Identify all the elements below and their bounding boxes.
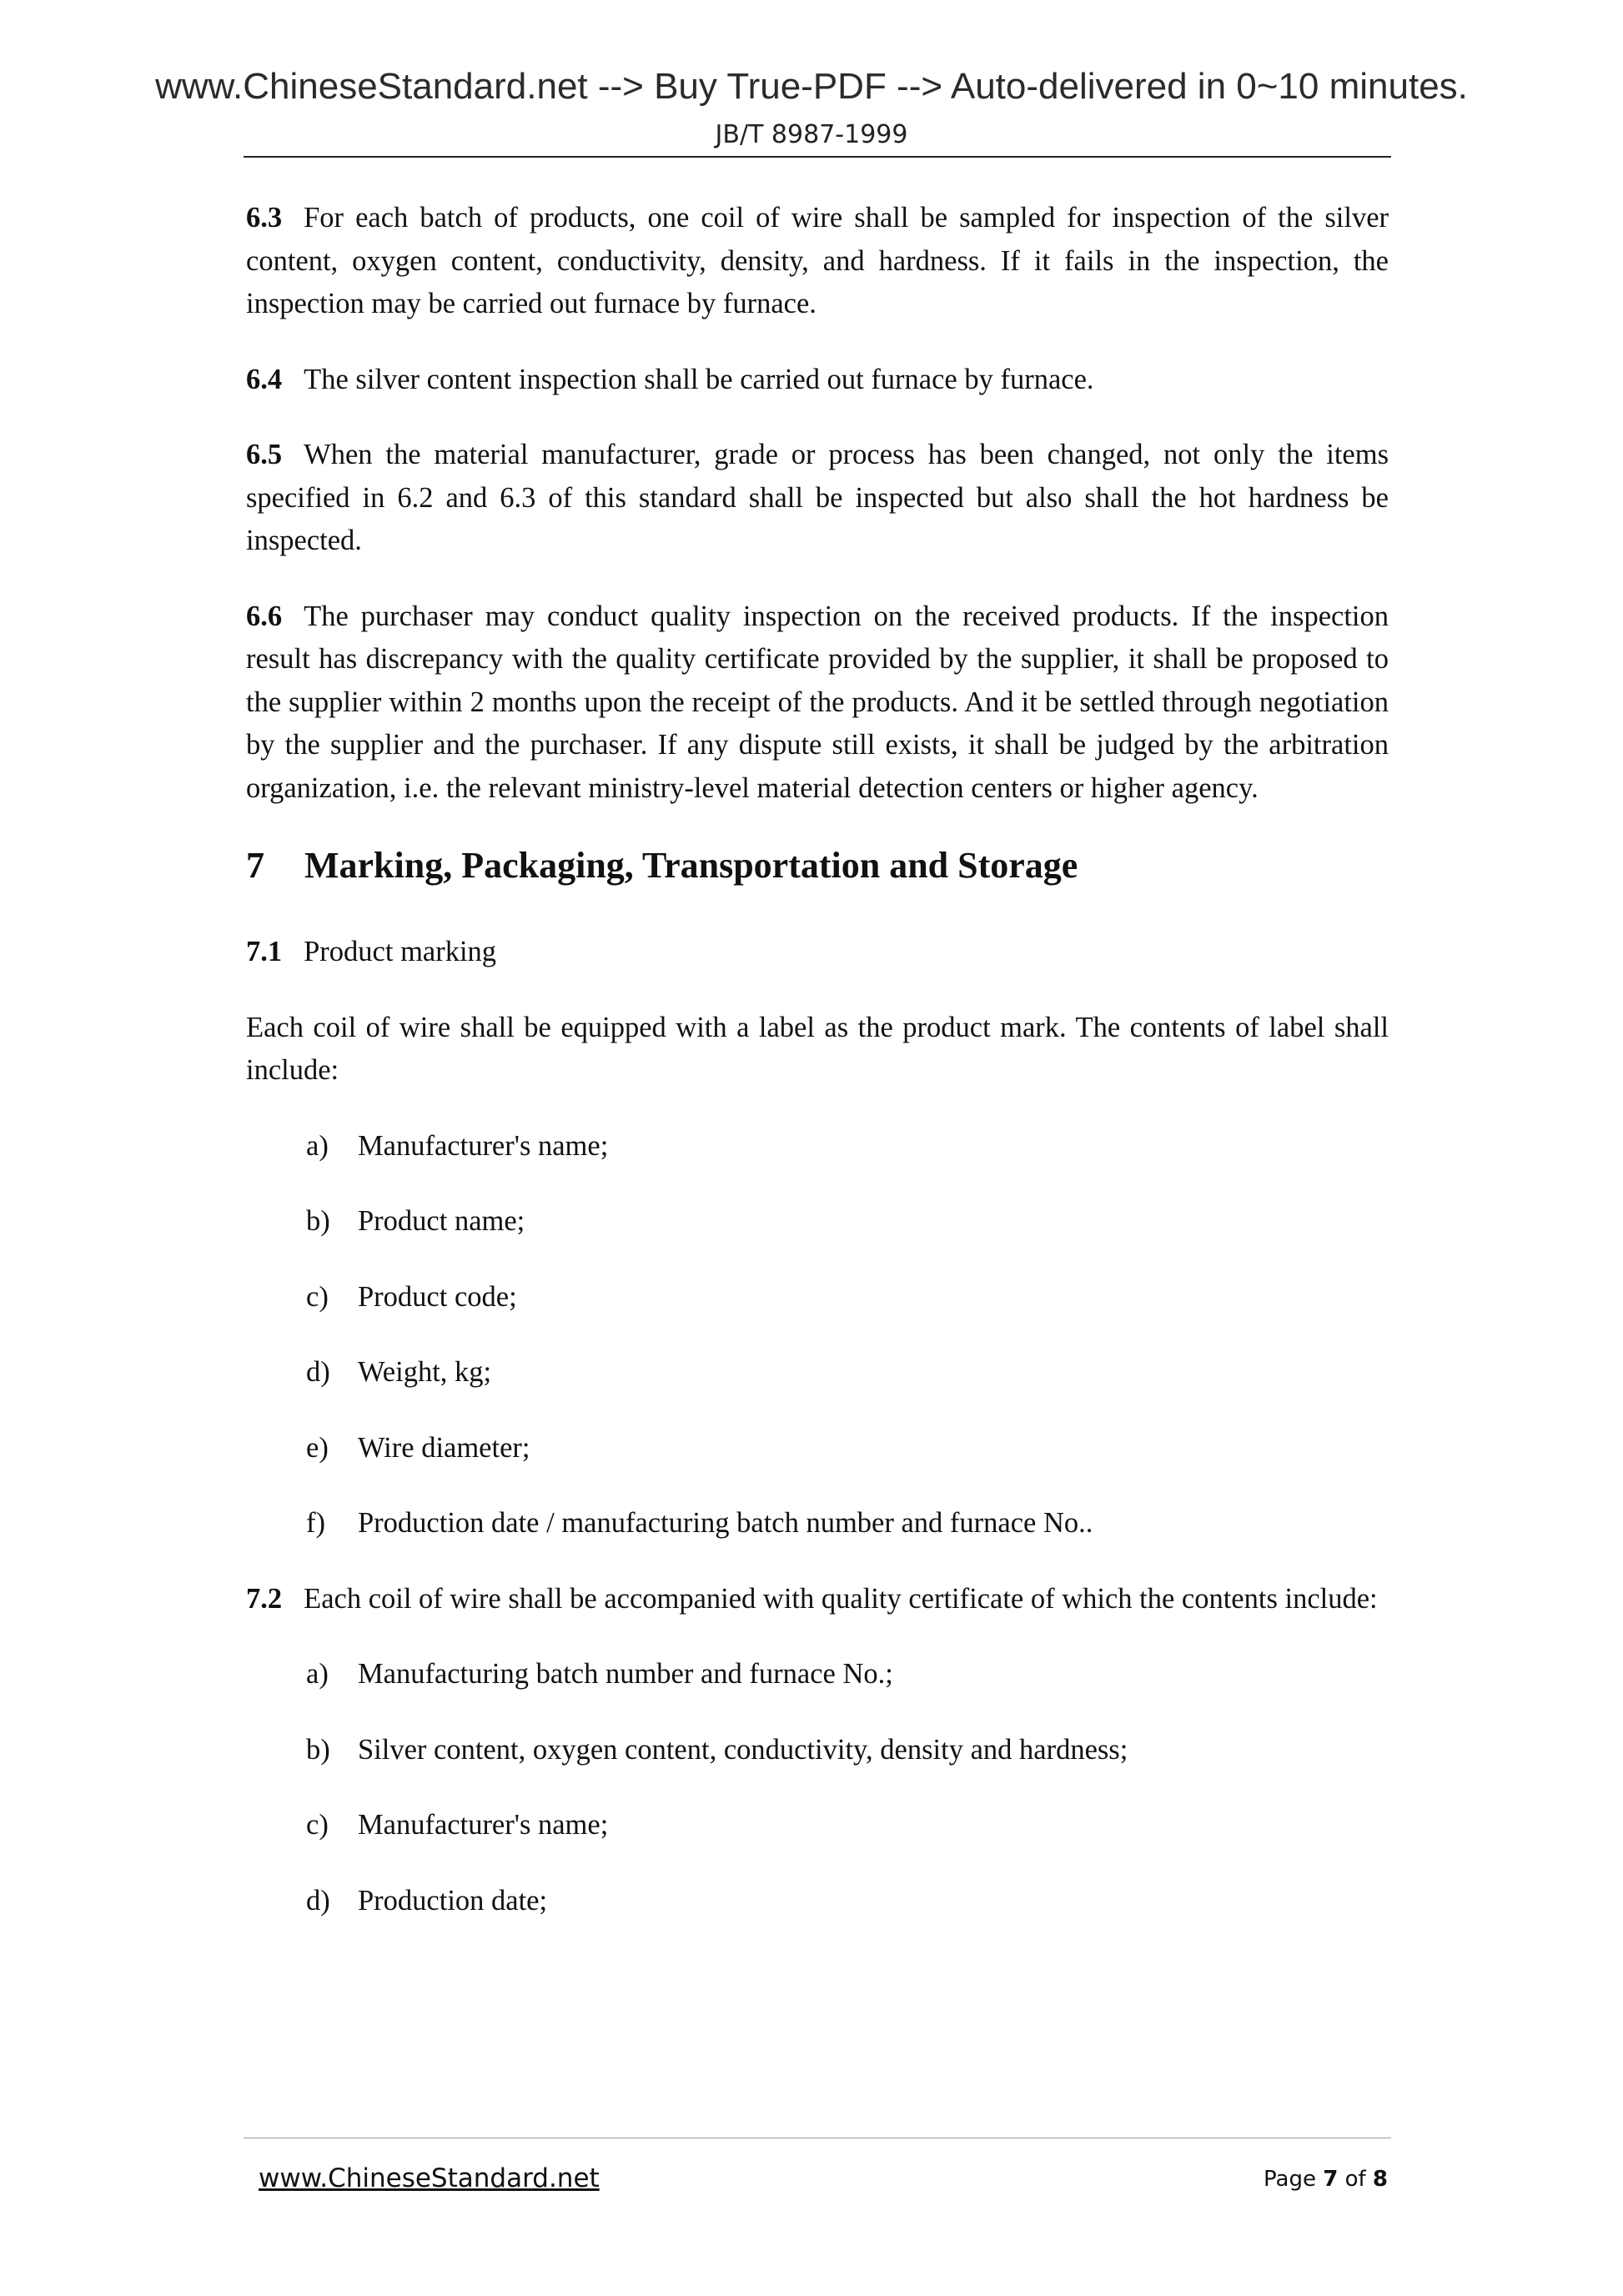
section-number: 7 [246,845,264,886]
list-text: Product name; [358,1205,525,1237]
clause-text: For each batch of products, one coil of wire shall be sampled for inspection of the silver content, oxygen content, conductivity, density, and hardness. If it fails in the inspection, the inspection may be carried out furnace by furnace. [246,202,1389,319]
list-text: Wire diameter; [358,1431,530,1464]
header-banner[interactable]: www.ChineseStandard.net --> Buy True-PDF --> Auto-delivered in 0~10 minutes. [155,66,1468,107]
list-letter: d) [306,1884,330,1917]
list-text: Silver content, oxygen content, conductivity, density and hardness; [358,1733,1128,1766]
list-text: Manufacturer's name; [358,1809,609,1841]
list-letter: c) [306,1280,329,1313]
clause-7-2 [246,1578,1389,1621]
footer-link[interactable]: www.ChineseStandard.net [259,2163,600,2193]
clause-text: The purchaser may conduct quality inspection on the received products. If the inspection result has discrepancy with the quality certificate provided by the supplier, it shall be proposed to the supplier within 2 months upon the receipt of the products. And it be settled through negotiation by the supplier and the purchaser. If any dispute still exists, it shall be judged by the arbitration organization, i.e. the relevant ministry-level material detection centers or higher agency. [246,600,1389,804]
section-title: Marking, Packaging, Transportation and Storage [304,845,1078,886]
clause-text: Each coil of wire shall be accompanied with quality certificate of which the contents include: [304,1582,1378,1615]
list-item [306,1653,1389,1696]
clause-number: 7.2 [246,1582,283,1615]
list-text: Weight, kg; [358,1356,492,1388]
list-item [306,1276,1389,1319]
list-letter: a) [306,1129,329,1162]
document-number: JB/T 8987-1999 [715,120,908,149]
page-of: of [1344,2167,1366,2192]
list-letter: b) [306,1733,330,1766]
page-indicator [1264,2167,1388,2192]
clause-7-1-heading [246,931,1389,974]
clause-title: Product marking [304,936,497,967]
list-letter: b) [306,1205,330,1237]
list-text: Production date; [358,1884,548,1917]
clause-number: 6.5 [246,439,283,470]
list-letter: d) [306,1356,330,1388]
clause-6-5 [246,434,1389,563]
list-letter: c) [306,1809,329,1841]
list-text: Manufacturer's name; [358,1129,609,1162]
clause-number: 6.3 [246,202,283,234]
list-item [306,1804,1389,1847]
clause-6-3 [246,197,1389,326]
list-item [306,1502,1389,1545]
page-current: 7 [1323,2167,1339,2192]
clause-text: When the material manufacturer, grade or process has been changed, not only the items specified in 6.2 and 6.3 of this standard shall be inspected but also shall the hot hardness be inspected. [246,439,1389,556]
clause-text: The silver content inspection shall be carried out furnace by furnace. [304,363,1094,395]
clause-number: 7.1 [246,936,283,967]
clause-6-6 [246,595,1389,811]
document-body [246,197,1389,1955]
header-rule [244,156,1391,158]
list-item [306,1427,1389,1470]
list-item [306,1125,1389,1168]
list-text: Product code; [358,1280,517,1313]
clause-7-1-intro: Each coil of wire shall be equipped with a label as the product mark. The contents of label shall include: [246,1011,1389,1086]
list-letter: f) [306,1507,325,1539]
page-word: Page [1264,2167,1316,2192]
list-text: Manufacturing batch number and furnace No.; [358,1658,893,1690]
list-item [306,1200,1389,1243]
clause-number: 6.4 [246,363,283,395]
list-letter: a) [306,1658,329,1690]
list-item [306,1351,1389,1394]
list-item [306,1729,1389,1772]
list-letter: e) [306,1431,329,1464]
list-item [306,1880,1389,1923]
clause-number: 6.6 [246,600,283,632]
section-7-heading [246,842,1389,889]
page-total: 8 [1372,2167,1388,2192]
list-text: Production date / manufacturing batch number and furnace No.. [358,1507,1093,1539]
clause-6-4 [246,359,1389,402]
